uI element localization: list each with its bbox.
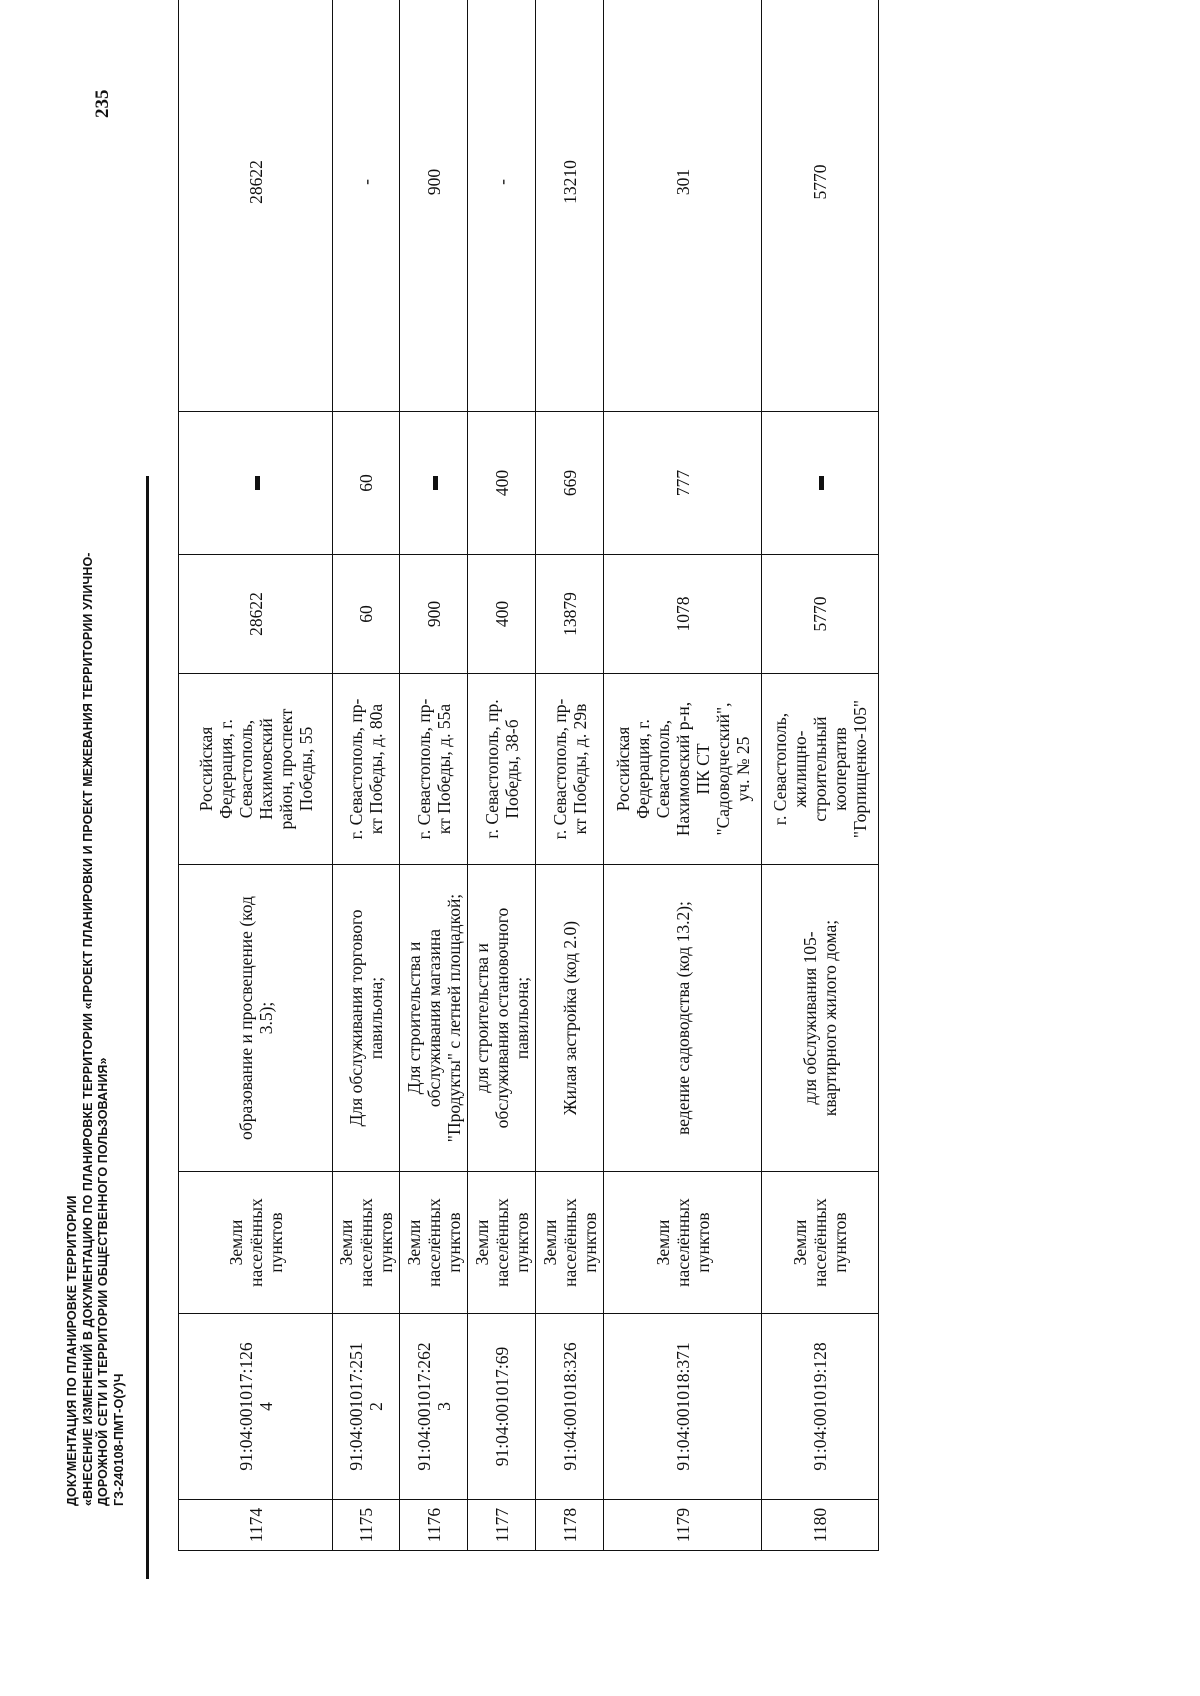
row-number-cell: [468, 1500, 536, 1551]
address-cell: [604, 674, 762, 865]
area-total-cell: [762, 555, 879, 674]
cell-text: 301: [672, 168, 693, 196]
cell-text: Земли населённых пунктов: [539, 1198, 600, 1287]
header-divider: [146, 476, 149, 1579]
table-row: [400, 0, 468, 1551]
area-encumbered-cell: [604, 412, 762, 555]
land-category-cell: [468, 1172, 536, 1314]
land-category-cell: [179, 1172, 333, 1314]
cell-text: 900: [423, 600, 444, 628]
table-row: [333, 0, 400, 1551]
cadastral-number-cell: [400, 1314, 468, 1500]
area-encumbered-cell: [179, 412, 333, 555]
cell-text: ведение садоводства (код 13.2);: [672, 901, 693, 1135]
table-row: [468, 0, 536, 1551]
area-remaining-cell: [333, 0, 400, 412]
area-remaining-cell: [468, 0, 536, 412]
area-encumbered-cell: [333, 412, 400, 555]
cadastral-number-cell: [333, 1314, 400, 1500]
table-row: [604, 0, 762, 1551]
cadastral-number-cell: [536, 1314, 604, 1500]
dash-mark: [819, 476, 824, 490]
cell-text: 1178: [559, 1507, 580, 1543]
dash-mark: [255, 476, 260, 490]
cell-text: 91:04:001019:128: [810, 1342, 830, 1471]
permitted-use-cell: [179, 865, 333, 1172]
cell-text: -: [356, 179, 376, 185]
area-total-cell: [400, 555, 468, 674]
land-category-cell: [333, 1172, 400, 1314]
cell-text: 91:04:001017:126 4: [235, 1342, 276, 1471]
cell-text: Жилая застройка (код 2.0): [559, 920, 580, 1116]
land-plots-table: [178, 0, 879, 1551]
area-encumbered-cell: [468, 412, 536, 555]
cadastral-number-cell: [762, 1314, 879, 1500]
cell-text: для обслуживания 105- квартирного жилого дома;: [800, 919, 840, 1117]
cell-text: 1180: [810, 1507, 830, 1543]
row-number-cell: [536, 1500, 604, 1551]
cell-text: г. Севастополь, пр- кт Победы, д. 29в: [549, 698, 590, 840]
header-line: ГЗ-240108-ПМТ-О(У)Ч: [111, 1373, 126, 1506]
header-line: ДОРОЖНОЙ СЕТИ И ТЕРРИТОРИИ ОБЩЕСТВЕННОГО ПОЛЬЗОВАНИЯ»: [96, 1057, 110, 1506]
permitted-use-cell: [536, 865, 604, 1172]
row-number-cell: [179, 1500, 333, 1551]
cell-text: Российская Федерация, г. Севастополь, Нахимовский р-н, ПК СТ "Садоводческий", уч. № 25: [612, 701, 753, 837]
permitted-use-cell: [468, 865, 536, 1172]
cell-text: 91:04:001018:371: [672, 1342, 693, 1471]
cell-text: г. Севастополь, пр. Победы, 38-б: [481, 699, 522, 839]
area-total-cell: [333, 555, 400, 674]
table-row: [762, 0, 879, 1551]
cell-text: 1175: [356, 1507, 376, 1543]
cell-text: 1179: [672, 1507, 693, 1543]
area-encumbered-cell: [536, 412, 604, 555]
area-remaining-cell: [762, 0, 879, 412]
row-number-cell: [762, 1500, 879, 1551]
cell-text: 91:04:001017:69: [491, 1346, 512, 1467]
area-encumbered-cell: [762, 412, 879, 555]
cell-text: Российская Федерация, г. Севастополь, Нахимовский район, проспект Победы, 55: [195, 708, 316, 830]
cell-text: 1176: [423, 1507, 444, 1543]
cell-text: Земли населённых пунктов: [403, 1198, 464, 1287]
cell-text: 28622: [245, 592, 266, 636]
permitted-use-cell: [400, 865, 468, 1172]
cell-text: Земли населённых пунктов: [471, 1198, 532, 1287]
cell-text: 60: [356, 605, 376, 623]
cell-text: г. Севастополь, пр- кт Победы, д. 80а: [346, 698, 386, 840]
row-number-cell: [400, 1500, 468, 1551]
dash-mark: [433, 476, 438, 490]
cell-text: 1078: [672, 596, 693, 632]
area-remaining-cell: [536, 0, 604, 412]
address-cell: [468, 674, 536, 865]
land-category-cell: [604, 1172, 762, 1314]
cell-text: 669: [559, 469, 580, 497]
cell-text: 13210: [559, 160, 580, 204]
cell-text: 5770: [810, 164, 830, 200]
row-number-cell: [604, 1500, 762, 1551]
address-cell: [179, 674, 333, 865]
cell-text: 400: [491, 469, 512, 497]
cell-text: для строительства и обслуживания остановочного павильона;: [471, 907, 532, 1129]
address-cell: [762, 674, 879, 865]
permitted-use-cell: [604, 865, 762, 1172]
cell-text: Земли населённых пунктов: [790, 1198, 850, 1287]
cell-text: 91:04:001017:251 2: [346, 1342, 386, 1471]
cadastral-number-cell: [604, 1314, 762, 1500]
area-total-cell: [604, 555, 762, 674]
land-category-cell: [762, 1172, 879, 1314]
cell-text: Для строительства и обслуживания магазина "Продукты" с летней площадкой;: [403, 893, 464, 1143]
cell-text: 13879: [559, 592, 580, 636]
address-cell: [536, 674, 604, 865]
table-body: [179, 0, 879, 1551]
address-cell: [333, 674, 400, 865]
cell-text: -: [491, 179, 512, 185]
cell-text: 1174: [245, 1507, 266, 1543]
address-cell: [400, 674, 468, 865]
cell-text: Для обслуживания торгового павильона;: [346, 909, 386, 1127]
row-number-cell: [333, 1500, 400, 1551]
document-header: [65, 406, 127, 1506]
header-line: ДОКУМЕНТАЦИЯ ПО ПЛАНИРОВКЕ ТЕРРИТОРИИ: [65, 1195, 79, 1506]
cell-text: 1177: [491, 1507, 512, 1543]
page-number: 235: [92, 89, 113, 118]
header-line: «ВНЕСЕНИЕ ИЗМЕНЕНИЙ В ДОКУМЕНТАЦИЮ ПО ПЛАНИРОВКЕ ТЕРРИТОРИИ «ПРОЕКТ ПЛАНИРОВКИ И ПРОЕКТ МЕЖЕВАНИЯ ТЕРРИТОРИИ УЛИЧНО-: [80, 552, 95, 1506]
cadastral-number-cell: [468, 1314, 536, 1500]
area-total-cell: [536, 555, 604, 674]
permitted-use-cell: [333, 865, 400, 1172]
cell-text: Земли населённых пунктов: [652, 1198, 713, 1287]
area-total-cell: [179, 555, 333, 674]
cell-text: г. Севастополь, жилищно- строительный кооператив "Горпищенко-105": [770, 699, 870, 839]
cell-text: 28622: [245, 160, 266, 204]
cell-text: 400: [491, 600, 512, 628]
table-row: [179, 0, 333, 1551]
cell-text: 91:04:001017:262 3: [413, 1342, 454, 1471]
area-remaining-cell: [179, 0, 333, 412]
cell-text: Земли населённых пунктов: [336, 1198, 396, 1287]
cell-text: 91:04:001018:326: [559, 1342, 580, 1471]
cell-text: 777: [672, 469, 693, 497]
cell-text: 60: [356, 474, 376, 492]
area-total-cell: [468, 555, 536, 674]
area-remaining-cell: [604, 0, 762, 412]
table-row: [536, 0, 604, 1551]
cell-text: 900: [423, 168, 444, 196]
cell-text: Земли населённых пунктов: [225, 1198, 286, 1287]
land-category-cell: [400, 1172, 468, 1314]
land-category-cell: [536, 1172, 604, 1314]
cell-text: 5770: [810, 596, 830, 632]
permitted-use-cell: [762, 865, 879, 1172]
cell-text: образование и просвещение (код 3.5);: [235, 896, 276, 1140]
area-encumbered-cell: [400, 412, 468, 555]
cadastral-number-cell: [179, 1314, 333, 1500]
cell-text: г. Севастополь, пр- кт Победы, д. 55а: [413, 698, 454, 840]
area-remaining-cell: [400, 0, 468, 412]
